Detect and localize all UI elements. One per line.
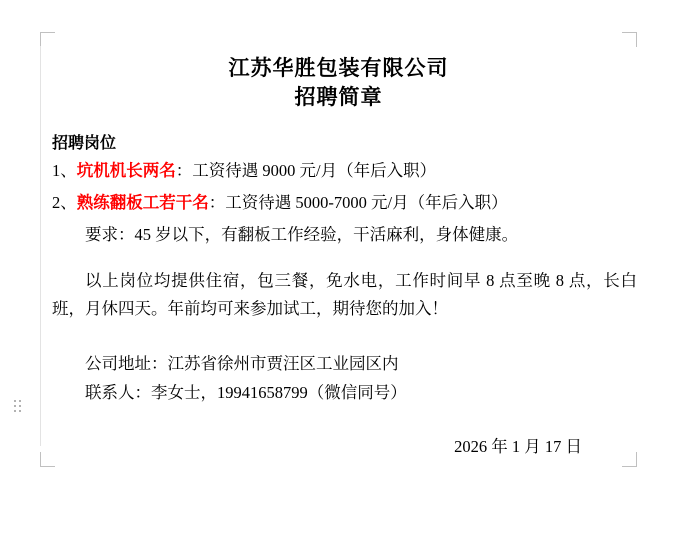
- document-title: [40, 54, 637, 112]
- drag-handle-icon[interactable]: [14, 400, 23, 414]
- job-listing-1: [52, 157, 637, 185]
- job-role-1: 坑机机长两名: [76, 162, 176, 180]
- job-pay-1: ：工资待遇 9000 元/月（年后入职）: [175, 161, 437, 180]
- job-pay-2: ：工资待遇 5000-7000 元/月（年后入职）: [208, 193, 508, 212]
- job-requirement-text: 要求：45 岁以下，有翻板工作经验，干活麻利，身体健康。: [85, 225, 519, 244]
- contact-person-text: 联系人：李女士，19941658799（微信同号）: [85, 383, 407, 402]
- benefits-text: 以上岗位均提供住宿，包三餐，免水电，工作时间早 8 点至晚 8 点，长白班，月休四天。年前均可来参加试工，期待您的加入！: [52, 271, 637, 318]
- job-number-2: 2、: [52, 193, 77, 212]
- company-address-text: 公司地址：江苏省徐州市贾汪区工业园区内: [85, 354, 399, 373]
- job-number-1: 1、: [52, 161, 77, 180]
- job-listing-2: [52, 189, 637, 217]
- section-label-positions: 招聘岗位: [52, 135, 117, 152]
- title-line-1: 江苏华胜包装有限公司: [228, 57, 449, 80]
- document-content: [40, 40, 637, 457]
- job-role-2: 熟练翻板工若干名: [76, 194, 209, 212]
- title-line-2: 招聘简章: [294, 86, 383, 109]
- document-date: 2026 年 1 月 17 日: [454, 437, 582, 456]
